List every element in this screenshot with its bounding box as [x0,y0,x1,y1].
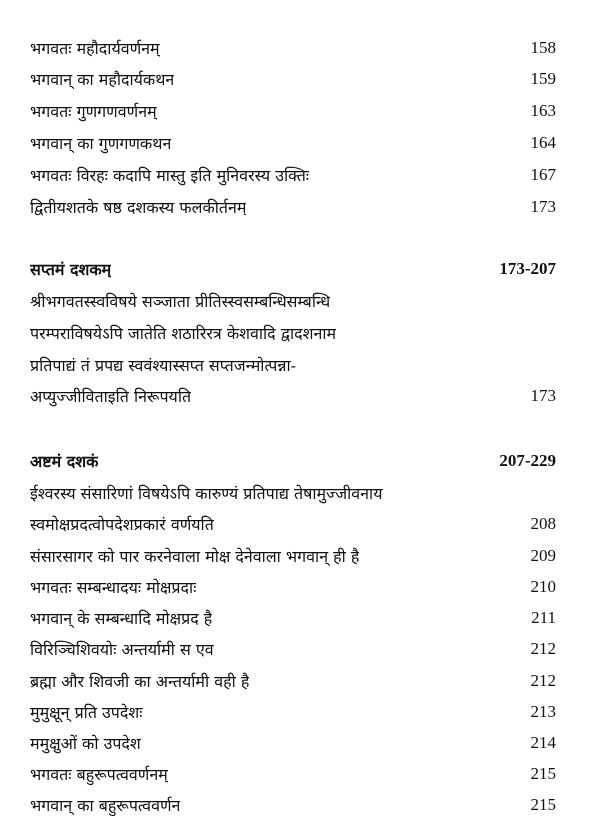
section-title: अष्टमं दशकं [30,452,99,471]
toc-entry [30,541,556,571]
toc-entry-page: 211 [531,608,556,627]
toc-entry-title: भगवतः बहुरूपत्ववर्णनम् [30,765,168,784]
toc-entry-page: 209 [530,546,556,565]
section-heading [30,254,556,284]
toc-entry-line [30,478,556,508]
toc-entry-page: 210 [530,577,556,596]
toc-entry-title: स्वमोक्षप्रदत्वोपदेशप्रकारं वर्णयति [30,515,214,534]
toc-entry-title: मुमुक्षून् प्रति उपदेशः [30,703,143,722]
toc-entry-page: 212 [530,671,556,690]
toc-entry-title: भगवान् के सम्बन्धादि मोक्षप्रद है [30,609,213,628]
toc-entry-title: ममुक्षुओं को उपदेश [30,734,141,753]
toc-entry-line [30,318,556,348]
toc-entry-page: 208 [530,514,556,533]
toc-entry [30,603,556,633]
toc-entry-page: 158 [530,38,556,57]
toc-entry-title: भगवतः गुणगणवर्णनम् [30,102,157,121]
toc-entry-title: परम्पराविषयेऽपि जातेति शठारिरत्र केशवादि द्वादशनाम [30,324,337,343]
toc-entry [30,192,556,222]
toc-entry-page: 164 [530,133,556,152]
section-title: सप्तमं दशकम् [30,260,112,279]
toc-entry [30,128,556,158]
toc-entry-page: 214 [530,733,556,752]
toc-entry-page: 163 [530,101,556,120]
toc-entry-title: ईश्वरस्य संसारिणां विषयेऽपि कारुण्यं प्रतिपाद्य तेषामुज्जीवनाय [30,484,383,503]
toc-entry [30,728,556,758]
toc-entry [30,160,556,190]
toc-entry [30,33,556,63]
section-page-range: 207-229 [499,451,556,470]
toc-entry [30,666,556,696]
toc-entry [30,790,556,820]
toc-entry-page: 212 [530,639,556,658]
toc-entry [30,634,556,664]
toc-entry-title: संसारसागर को पार करनेवाला मोक्ष देनेवाला भगवान् ही है [30,547,360,566]
toc-entry-title: भगवतः महौदार्यवर्णनम् [30,39,160,58]
toc-entry [30,64,556,94]
toc-entry [30,572,556,602]
toc-entry-title: विरिञ्चिशिवयोः अन्तर्यामी स एव [30,640,214,659]
toc-entry [30,759,556,789]
toc-entry-title: श्रीभगवतस्स्वविषये सञ्जाता प्रीतिस्स्वसम्बन्धिसम्बन्धि [30,292,331,311]
toc-entry-page: 167 [530,165,556,184]
toc-entry-page: 215 [530,764,556,783]
toc-entry-title: ब्रह्मा और शिवजी का अन्तर्यामी वही है [30,672,250,691]
toc-entry-title: भगवान् का गुणगणकथन [30,134,172,153]
toc-entry-title: अप्युज्जीविताइति निरूपयति [30,387,192,406]
toc-entry-title: द्वितीयशतके षष्ठ दशकस्य फलकीर्तनम् [30,198,247,217]
toc-entry-title: भगवतः सम्बन्धादयः मोक्षप्रदाः [30,578,197,597]
toc-entry-page: 215 [530,795,556,814]
toc-entry-title: भगवान् का महौदार्यकथन [30,70,175,89]
section-page-range: 173-207 [499,259,556,278]
toc-entry-page: 173 [530,386,556,405]
section-heading [30,446,556,476]
toc-entry-title: भगवतः विरहः कदापि मास्तु इति मुनिवरस्य उक्तिः [30,166,310,185]
toc-entry-line [30,286,556,316]
toc-entry-line [30,350,556,380]
toc-entry-title: भगवान् का बहुरूपत्ववर्णन [30,796,181,815]
toc-entry-page: 213 [530,702,556,721]
toc-entry-page: 159 [530,69,556,88]
toc-entry-line [30,381,556,411]
toc-entry [30,697,556,727]
toc-entry-page: 173 [530,197,556,216]
toc-entry [30,96,556,126]
toc-entry-line [30,509,556,539]
toc-entry-title: प्रतिपाद्यं तं प्रपद्य स्ववंश्यास्सप्त सप्तजन्मोत्पन्ना- [30,356,297,375]
